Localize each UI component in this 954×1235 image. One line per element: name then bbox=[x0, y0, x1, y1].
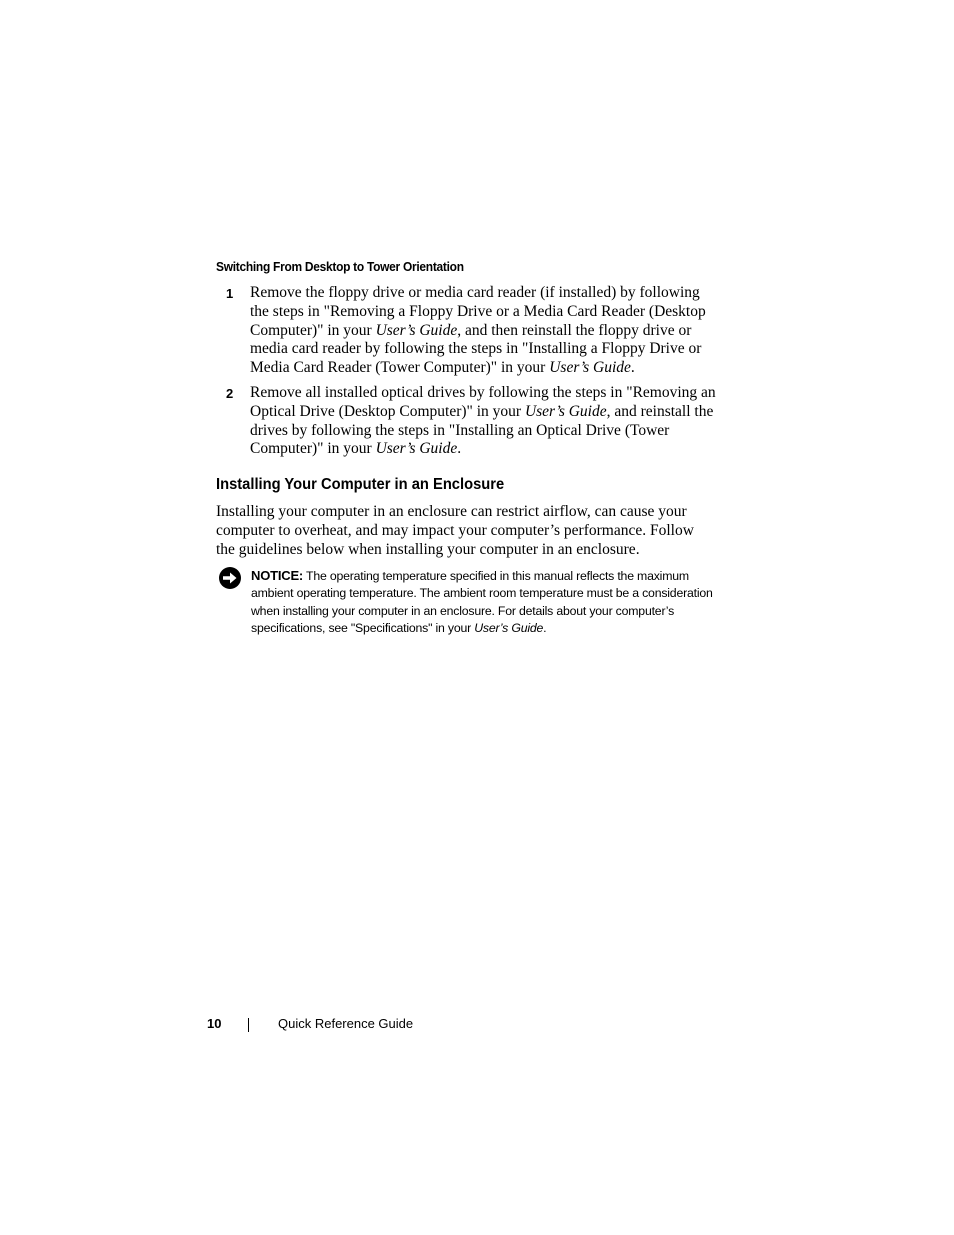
footer-divider bbox=[248, 1018, 249, 1032]
guide-reference: User’s Guide bbox=[524, 402, 607, 420]
notice-text: NOTICE: The operating temperature specified in this manual reflects the maximum ambient operating temperature. The ambient room temperature must be a consideration when installing your computer in an enclosure. For details about your computer’s specifications, see "Specifications" in your User’s Guide. bbox=[251, 568, 713, 636]
step-text: Remove all installed optical drives by following the steps in "Removing an Optical Drive (Desktop Computer)" in your User’s Guide, and reinstall the drives by following the steps in "Installing an Optical Drive (Tower Computer)" in your User’s Guide. bbox=[250, 384, 716, 458]
guide-reference: User’s Guide bbox=[549, 359, 631, 377]
section-heading: Installing Your Computer in an Enclosure bbox=[216, 476, 505, 493]
footer-title: Quick Reference Guide bbox=[278, 1016, 414, 1031]
body-paragraph: Installing your computer in an enclosure can restrict airflow, can cause your computer to overheat, and may impact your computer’s performance. Follow the guidelines below when installing your computer in an enclosure. bbox=[216, 503, 694, 558]
step-number: 2 bbox=[226, 386, 234, 401]
notice-label: NOTICE: bbox=[251, 568, 304, 583]
page-number: 10 bbox=[207, 1016, 222, 1031]
step-text: Remove the floppy drive or media card reader (if installed) by following the steps in "Removing a Floppy Drive or a Media Card Reader (Desktop Computer)" in your User’s Guide, and then reinstall the floppy drive or media card reader by following the steps in "Installing a Floppy Drive or Media Card Reader (Tower Computer)" in your User’s Guide. bbox=[250, 284, 706, 377]
section-subheading: Switching From Desktop to Tower Orientation bbox=[216, 259, 464, 274]
guide-reference: User’s Guide bbox=[375, 321, 458, 339]
notice-icon bbox=[218, 566, 242, 590]
guide-reference: User’s Guide bbox=[474, 621, 544, 636]
step-number: 1 bbox=[226, 286, 234, 301]
guide-reference: User’s Guide bbox=[375, 440, 458, 458]
